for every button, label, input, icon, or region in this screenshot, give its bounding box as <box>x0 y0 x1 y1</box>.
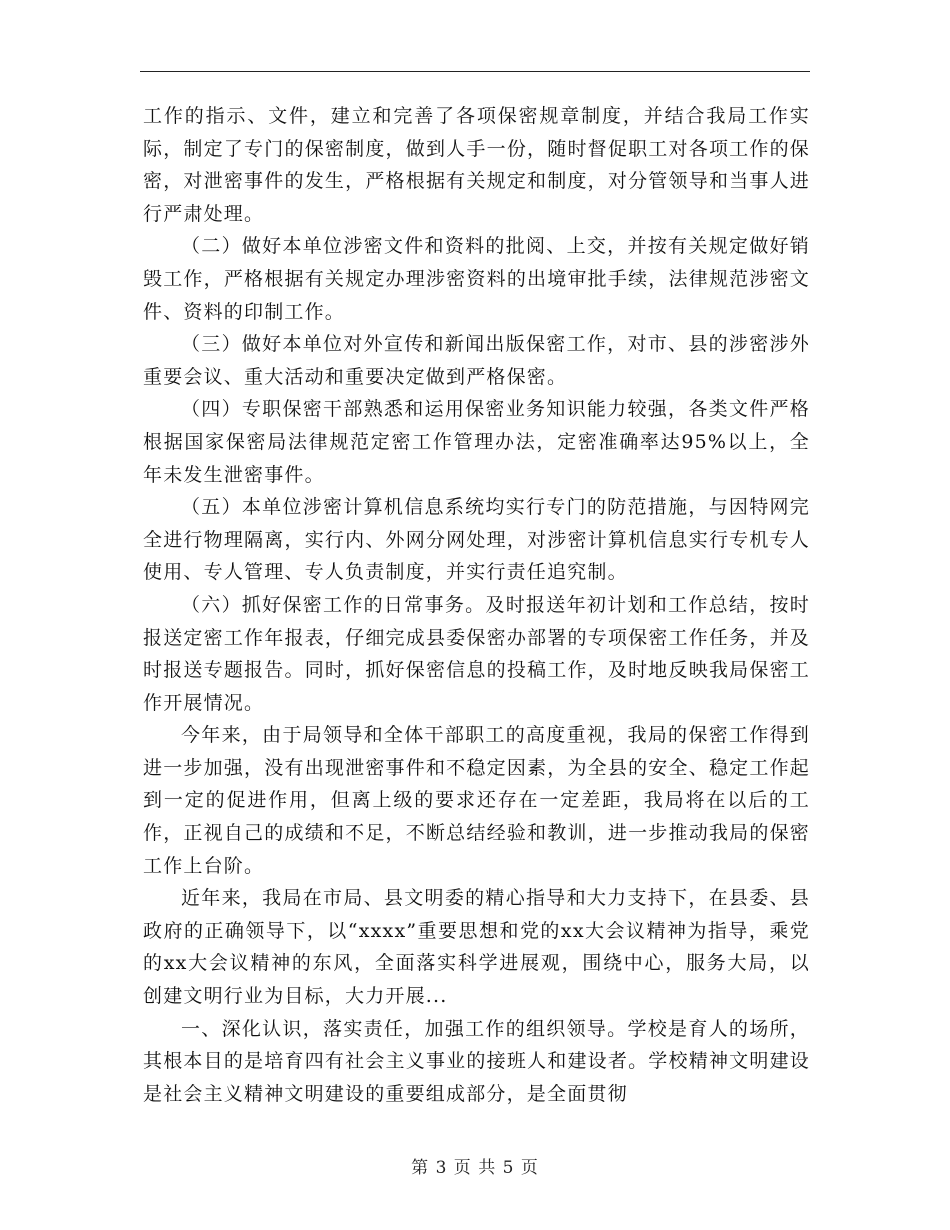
paragraph-2: （二）做好本单位涉密文件和资料的批阅、上交，并按有关规定做好销毁工作，严格根据有关规定办理涉密资料的出境审批手续，法律规范涉密文件、资料的印制工作。 <box>143 235 810 323</box>
paragraph-3: （三）做好本单位对外宣传和新闻出版保密工作，对市、县的涉密涉外重要会议、重大活动和重要决定做到严格保密。 <box>143 333 810 388</box>
page-number-footer: 第 3 页 共 5 页 <box>411 1158 539 1178</box>
paragraph-9: 一、深化认识，落实责任，加强工作的组织领导。学校是育人的场所，其根本目的是培育四有社会主义事业的接班人和建设者。学校精神文明建设是社会主义精神文明建设的重要组成部分，是全面贯彻 <box>143 1017 810 1105</box>
paragraph-1: 工作的指示、文件，建立和完善了各项保密规章制度，并结合我局工作实际，制定了专门的保密制度，做到人手一份，随时督促职工对各项工作的保密，对泄密事件的发生，严格根据有关规定和制度，对分管领导和当事人进行严肃处理。 <box>143 105 810 225</box>
paragraph-4: （四）专职保密干部熟悉和运用保密业务知识能力较强，各类文件严格根据国家保密局法律规范定密工作管理办法，定密准确率达95%以上，全年未发生泄密事件。 <box>143 398 810 486</box>
paragraph-5: （五）本单位涉密计算机信息系统均实行专门的防范措施，与因特网完全进行物理隔离，实行内、外网分网处理，对涉密计算机信息实行专机专人使用、专人管理、专人负责制度，并实行责任追究制。 <box>143 496 810 584</box>
header-rule <box>140 71 810 72</box>
paragraph-7: 今年来，由于局领导和全体干部职工的高度重视，我局的保密工作得到进一步加强，没有出现泄密事件和不稳定因素，为全县的安全、稳定工作起到一定的促进作用，但离上级的要求还存在一定差距，我局将在以后的工作，正视自己的成绩和不足，不断总结经验和教训，进一步推动我局的保密工作上台阶。 <box>143 724 810 877</box>
paragraph-8: 近年来，我局在市局、县文明委的精心指导和大力支持下，在县委、县政府的正确领导下，以“xxxx”重要思想和党的xx大会议精神为指导，乘党的xx大会议精神的东风，全面落实科学进展观，围绕中心，服务大局，以创建文明行业为目标，大力开展... <box>143 887 810 1008</box>
paragraph-6: （六）抓好保密工作的日常事务。及时报送年初计划和工作总结，按时报送定密工作年报表，仔细完成县委保密办部署的专项保密工作任务，并及时报送专题报告。同时，抓好保密信息的投稿工作，及时地反映我局保密工作开展情况。 <box>143 593 810 714</box>
document-body <box>143 100 810 1110</box>
